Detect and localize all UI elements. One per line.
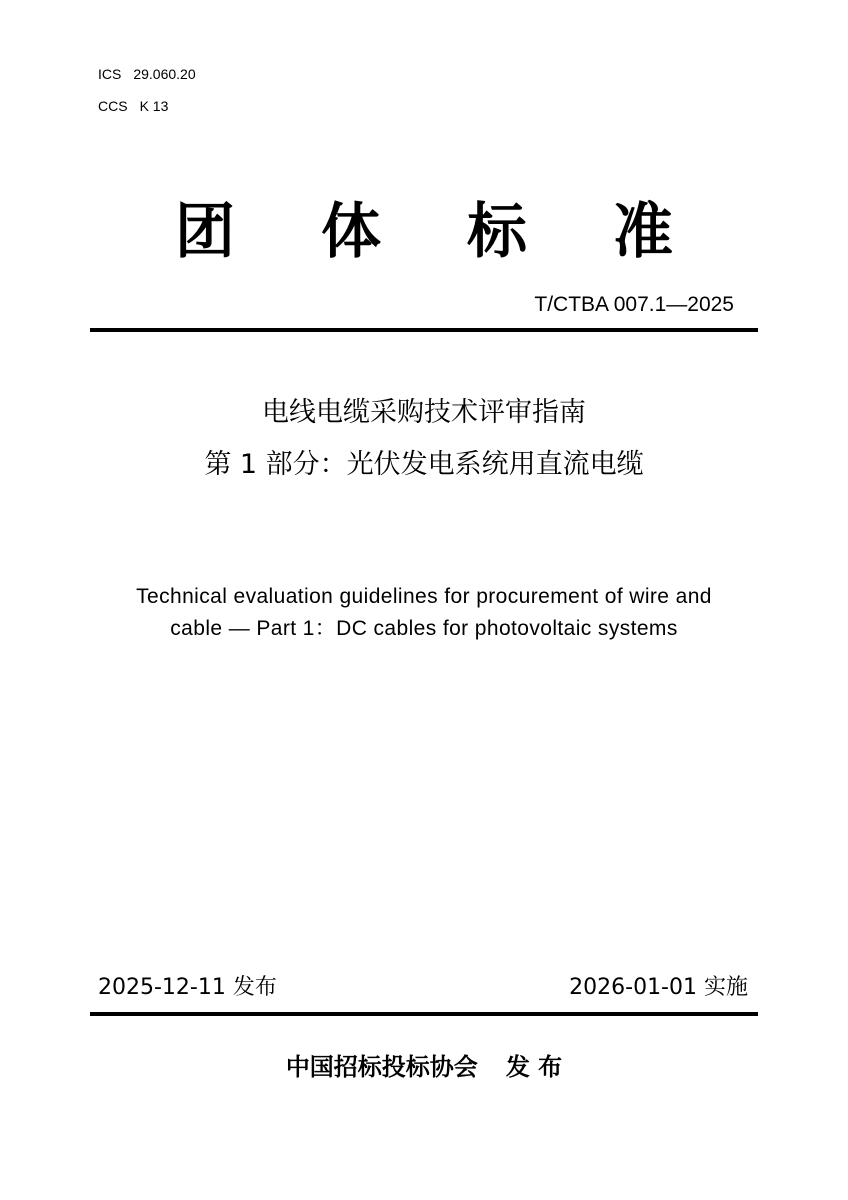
standard-number: T/CTBA 007.1—2025 [534, 293, 734, 316]
publisher-name: 中国招标投标协会 [285, 1053, 478, 1081]
ccs-label: CCS [98, 98, 128, 114]
top-divider [90, 328, 758, 332]
document-type-heading: 团体标准 [175, 197, 759, 267]
publisher-line [0, 1050, 848, 1084]
implementation-date: 2026-01-01 实施 [569, 975, 748, 1000]
ccs-classification [98, 97, 168, 115]
ccs-code: K 13 [139, 98, 169, 114]
ics-classification [98, 65, 196, 83]
bottom-divider [90, 1012, 758, 1016]
english-title-line-2: cable — Part 1：DC cables for photovoltaic systems [170, 617, 678, 640]
chinese-title-line-2: 第 1 部分：光伏发电系统用直流电缆 [204, 449, 644, 480]
publisher-action: 发 布 [505, 1053, 563, 1081]
english-title-line-1: Technical evaluation guidelines for procurement of wire and [136, 585, 712, 608]
publish-date: 2025-12-11 发布 [98, 975, 277, 1000]
ics-label: ICS [98, 66, 122, 82]
ics-code: 29.060.20 [133, 66, 196, 82]
chinese-title-line-1: 电线电缆采购技术评审指南 [262, 397, 586, 428]
